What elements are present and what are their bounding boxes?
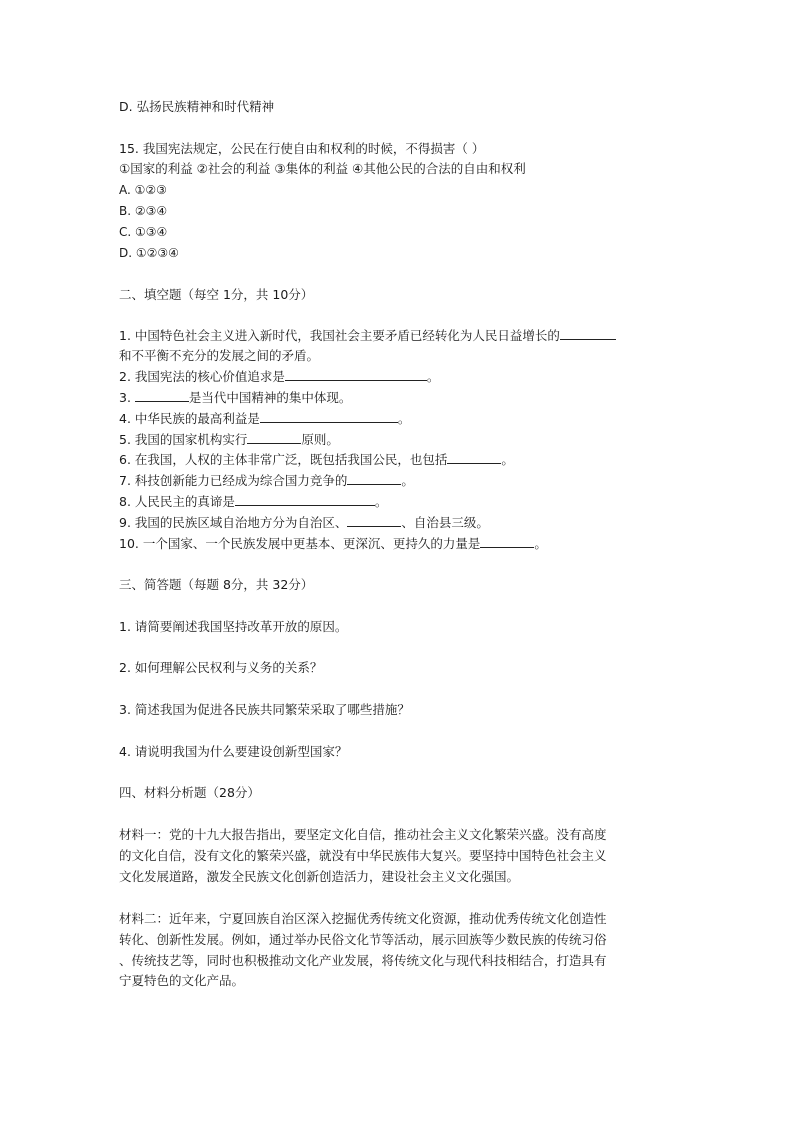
short-answer-question-1: 1. 请简要阐述我国坚持改革开放的原因。 <box>119 619 348 634</box>
fill-item-text: 5. 我国的国家机构实行 <box>119 432 248 447</box>
fill-item-2 <box>119 368 679 386</box>
fill-item-6 <box>119 451 679 469</box>
fill-item-suffix: 原则。 <box>301 432 339 447</box>
fill-item-suffix: 。 <box>401 473 414 488</box>
material1-line-2: 的文化自信，没有文化的繁荣兴盛，就没有中华民族伟大复兴。要坚持中国特色社会主义 <box>119 848 607 863</box>
section4-heading: 四、材料分析题（28分） <box>119 785 260 800</box>
q15-option-a: A. ①②③ <box>119 183 167 197</box>
fill-item-text: 8. 人民民主的真谛是 <box>119 494 235 509</box>
material2-line-3: 、传统技艺等，同时也积极推动文化产业发展，将传统文化与现代科技相结合，打造具有 <box>119 953 607 968</box>
fill-item-suffix: 是当代中国精神的集中体现。 <box>188 390 352 405</box>
fill-item-5 <box>119 431 679 449</box>
fill-item-text: 2. 我国宪法的核心价值追求是 <box>119 369 285 384</box>
material1-line-3: 文化发展道路，激发全民族文化创新创造活力，建设社会主义文化强国。 <box>119 869 520 884</box>
fill-item-suffix: 、自治县三级。 <box>401 515 489 530</box>
fill-item-text: 7. 科技创新能力已经成为综合国力竞争的 <box>119 473 348 488</box>
answer-blank[interactable] <box>260 410 398 423</box>
fill-item-7 <box>119 472 679 490</box>
fill-item-text: 4. 中华民族的最高利益是 <box>119 411 260 426</box>
fill-item-suffix: 。 <box>426 369 440 384</box>
fill-item-text: 3. <box>119 390 135 405</box>
section3-heading: 三、简答题（每题 8分，共 32分） <box>119 577 314 592</box>
fill-item-text: 10. 一个国家、一个民族发展中更基本、更深沉、更持久的力量是 <box>119 536 481 551</box>
fill-item-suffix: 。 <box>534 536 547 551</box>
fill-item-text: 6. 在我国，人权的主体非常广泛，既包括我国公民，也包括 <box>119 452 448 467</box>
fill-item-suffix: 。 <box>374 494 388 509</box>
short-answer-question-3: 3. 简述我国为促进各民族共同繁荣采取了哪些措施？ <box>119 702 410 717</box>
fill-item-suffix: 。 <box>397 411 411 426</box>
fill-item-8 <box>119 493 679 511</box>
answer-blank[interactable] <box>347 472 401 485</box>
fill-item-text: 9. 我国的民族区域自治地方分为自治区、 <box>119 515 348 530</box>
material2-line-4: 宁夏特色的文化产品。 <box>119 973 245 988</box>
section2-heading: 二、填空题（每空 1分，共 10分） <box>119 287 314 302</box>
q15-option-b: B. ②③④ <box>119 204 168 218</box>
fill-item-1-cont <box>119 347 679 365</box>
material1-line-1: 材料一：党的十九大报告指出，要坚定文化自信，推动社会主义文化繁荣兴盛。没有高度 <box>119 827 607 842</box>
fill-item-text: 1. 中国特色社会主义进入新时代，我国社会主要矛盾已经转化为人民日益增长的 <box>119 328 560 343</box>
answer-blank[interactable] <box>135 389 189 402</box>
fill-item-1 <box>119 327 679 345</box>
q15-option-d: D. ①②③④ <box>119 246 179 260</box>
fill-item-9 <box>119 514 679 532</box>
fill-item-3 <box>119 389 679 407</box>
q15-items: ①国家的利益 ②社会的利益 ③集体的利益 ④其他公民的合法的自由和权利 <box>119 161 526 176</box>
answer-blank[interactable] <box>247 431 301 444</box>
fill-item-suffix: 。 <box>501 452 514 467</box>
q14-option-d: D. 弘扬民族精神和时代精神 <box>119 99 275 114</box>
q15-stem: 15. 我国宪法规定，公民在行使自由和权利的时候，不得损害（ ） <box>119 141 485 156</box>
answer-blank[interactable] <box>235 493 375 506</box>
answer-blank[interactable] <box>480 535 534 548</box>
fill-item-10 <box>119 535 679 553</box>
short-answer-question-4: 4. 请说明我国为什么要建设创新型国家？ <box>119 744 348 759</box>
material2-line-1: 材料二：近年来，宁夏回族自治区深入挖掘优秀传统文化资源，推动优秀传统文化创造性 <box>119 911 607 926</box>
material2-line-2: 转化、创新性发展。例如，通过举办民俗文化节等活动，展示回族等少数民族的传统习俗 <box>119 932 607 947</box>
answer-blank[interactable] <box>447 451 501 464</box>
fill-item-text: 和不平衡不充分的发展之间的矛盾。 <box>119 348 320 363</box>
short-answer-question-2: 2. 如何理解公民权利与义务的关系？ <box>119 660 323 675</box>
q15-option-c: C. ①③④ <box>119 225 168 239</box>
answer-blank[interactable] <box>560 327 616 340</box>
fill-item-4 <box>119 410 679 428</box>
answer-blank[interactable] <box>285 368 427 381</box>
answer-blank[interactable] <box>347 514 401 527</box>
